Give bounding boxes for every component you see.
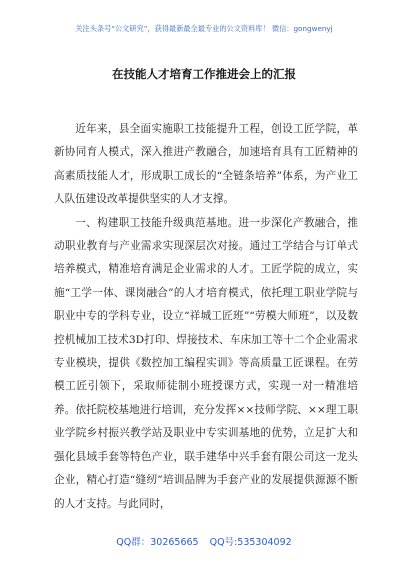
paragraph-section-one: 一、构建职工技能升级典范基地。进一步深化产教融合，推动职业教育与产业需求实现深层次对接。通过工学结合与订单式培养模式，精准培育满足企业需求的人才。工匠学院的成立，实施“工学一体、课岗融合”的人才培育模式，依托理工职业学院与职业中专的学科专业，设立“祥城工匠班”“劳模大师班”，以及数控机械加工技术3D打印、焊接技术、车床加工等十二个企业需求专业模块，提供《数控加工编程实训》等高质量工匠课程。在劳模工匠引领下，采取师徒制小班授课方式，实现一对一精准培养。依托院校基地进行培训，充分发挥××技师学院、××理工职业学院乡村振兴教学站及职业中专实训基地的优势，立足扩大和强化县域手套等特色产业，联手建华中兴手套有限公司这一龙头企业，精心打造“缝纫”培训品牌为手套产业的发展提供源源不断的人才支持。与此同时，	[54, 216, 358, 510]
promo-banner: 关注头条号“公文研究”，获得最新最全最专业的公文资料库！ 微信：gongwenyj	[75, 24, 333, 33]
footer-qq-group: QQ群：30265665	[116, 537, 199, 548]
footer-contacts	[0, 534, 408, 548]
footer-qq-number: QQ号:535304092	[209, 537, 292, 548]
document-body	[54, 118, 358, 516]
paragraph-intro: 近年来，县全面实施职工技能提升工程，创设工匠学院，革新协同育人模式，深入推进产教融合，加速培育具有工匠精神的高素质技能人才，形成职工成长的“全链条培养”体系，为产业工人队伍建设改革提供坚实的人才支撑。	[54, 123, 358, 206]
document-title: 在技能人才培育工作推进会上的汇报	[112, 67, 296, 81]
